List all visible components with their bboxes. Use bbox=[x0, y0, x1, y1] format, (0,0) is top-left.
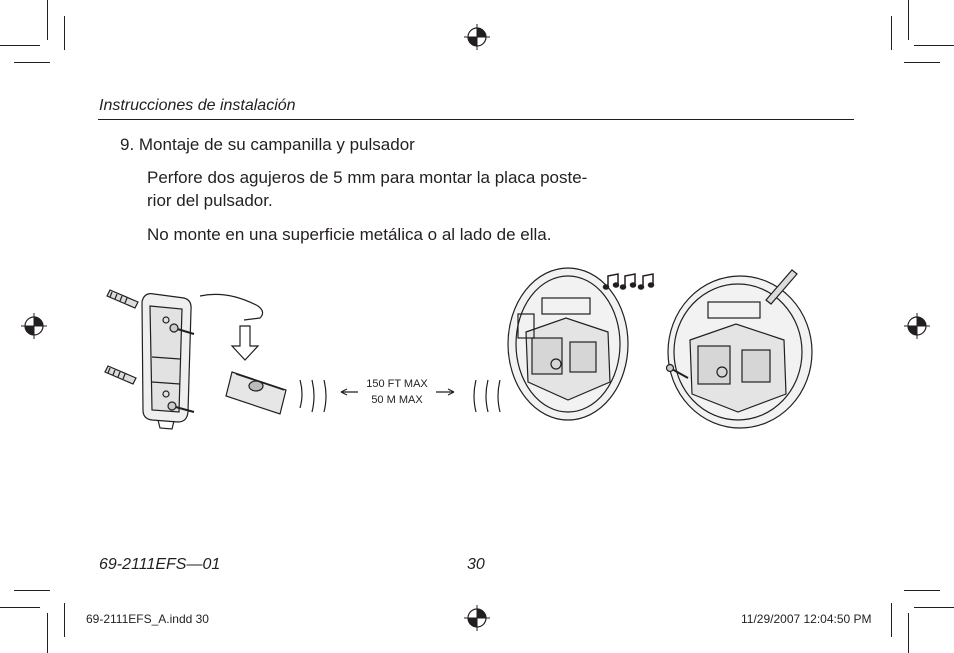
crop-mark bbox=[908, 0, 909, 40]
crop-mark bbox=[891, 603, 892, 637]
push-button-icon bbox=[226, 372, 286, 414]
signal-wave-icon bbox=[486, 380, 488, 412]
crop-mark bbox=[914, 607, 954, 608]
slug-file-name: 69-2111EFS_A.indd 30 bbox=[86, 612, 209, 626]
step-paragraph-2: No monte en una superficie metálica o al lado de ella. bbox=[147, 225, 552, 244]
step-paragraph-1 bbox=[147, 166, 677, 212]
signal-wave-icon bbox=[498, 380, 500, 412]
crop-mark bbox=[47, 0, 48, 40]
crop-mark bbox=[0, 45, 40, 46]
header-rule bbox=[98, 119, 854, 120]
running-header: Instrucciones de instalación bbox=[99, 97, 296, 114]
crop-mark bbox=[14, 590, 50, 591]
press-arrow-icon bbox=[232, 326, 258, 360]
crop-mark bbox=[64, 603, 65, 637]
paragraph-1-line-1: Perfore dos agujeros de 5 mm para montar la placa poste- bbox=[147, 168, 588, 187]
chime-unit-icon bbox=[668, 276, 812, 428]
slug-timestamp: 11/29/2007 12:04:50 PM bbox=[741, 612, 872, 626]
crop-mark bbox=[904, 62, 940, 63]
chime-unit-icon bbox=[508, 268, 628, 420]
signal-wave-icon bbox=[474, 380, 476, 412]
document-number: 69-2111EFS—01 bbox=[99, 556, 221, 573]
signal-wave-icon bbox=[300, 380, 302, 408]
signal-wave-icon bbox=[312, 380, 314, 412]
wall-anchor-icon bbox=[107, 290, 138, 308]
crop-mark bbox=[904, 590, 940, 591]
registration-mark-bottom-icon bbox=[464, 605, 490, 631]
crop-mark bbox=[891, 16, 892, 50]
registration-mark-top-icon bbox=[464, 24, 490, 50]
crop-mark bbox=[0, 607, 40, 608]
range-label-ft: 150 FT MAX bbox=[366, 378, 428, 390]
page-number: 30 bbox=[467, 556, 485, 573]
crop-mark bbox=[914, 45, 954, 46]
step-heading: 9. Montaje de su campanilla y pulsador bbox=[120, 135, 415, 154]
signal-wave-icon bbox=[324, 380, 326, 412]
finger-icon bbox=[200, 294, 263, 320]
wall-anchor-icon bbox=[105, 366, 136, 384]
crop-mark bbox=[14, 62, 50, 63]
music-notes-icon bbox=[604, 274, 654, 289]
crop-mark bbox=[47, 613, 48, 653]
paragraph-1-line-2: rior del pulsador. bbox=[147, 191, 273, 210]
registration-mark-left-icon bbox=[21, 313, 47, 339]
crop-mark bbox=[64, 16, 65, 50]
crop-mark bbox=[908, 613, 909, 653]
range-label-m: 50 M MAX bbox=[371, 394, 423, 406]
installation-illustration bbox=[98, 262, 818, 442]
registration-mark-right-icon bbox=[904, 313, 930, 339]
